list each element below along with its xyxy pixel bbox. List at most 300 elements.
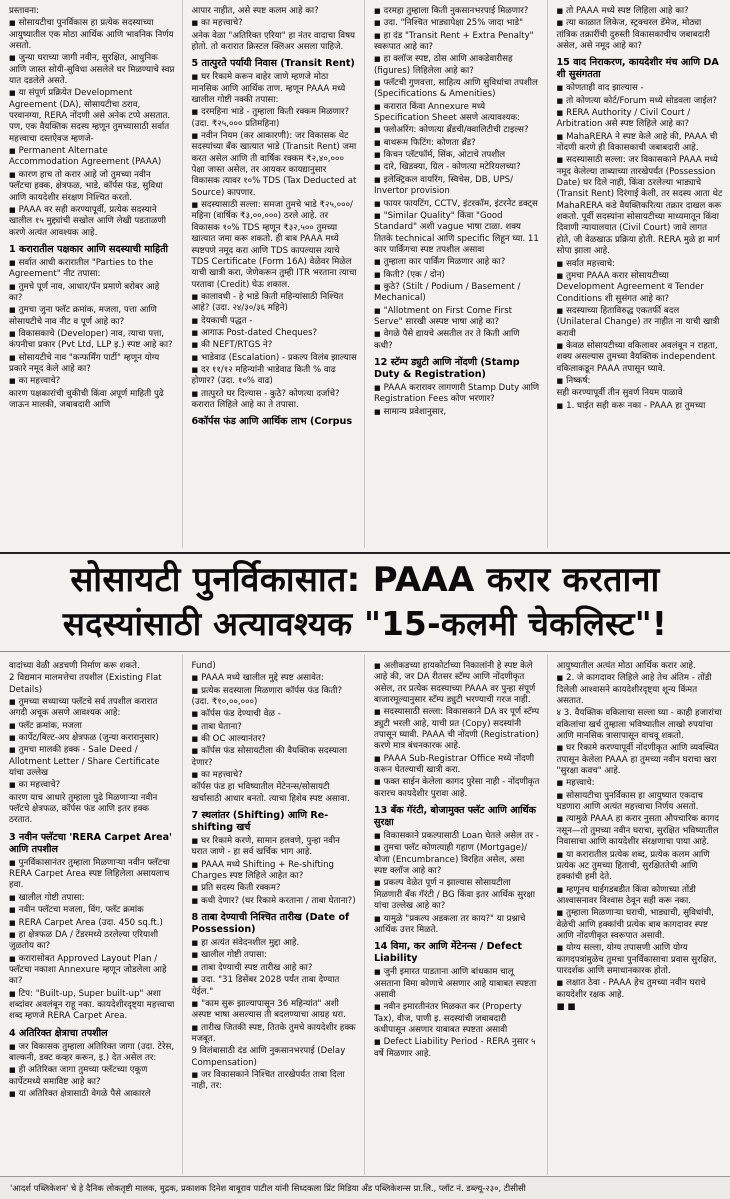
bullet-text: तुमचा फ्लॅट कोणत्याही गहाण (Mortgage)/बोजा (Encumbrance) विरहित असेल, असा स्पष्ट क्लॉज आहे का? — [374, 843, 528, 877]
bullet-square-icon: ■ — [191, 316, 199, 325]
bullet-paragraph — [9, 1089, 175, 1100]
bullet-square-icon: ■ — [9, 377, 16, 386]
paragraph: सही करण्यापूर्वी तीन सुवर्ण नियम पाळावे — [556, 388, 683, 399]
bullet-paragraph — [192, 883, 358, 894]
bullet-text: कार्पेट/बिल्ट-अप क्षेत्रफळ (जुन्या करारानुसार) — [18, 733, 159, 744]
bullet-paragraph — [557, 978, 724, 1001]
bullet-text: कारण हाच तो करार आहे जो तुमच्या नवीन फ्लॅटचा हक्क, क्षेत्रफळ, भाडे, कॉर्पस फंड, सुविधा आणि कायदेशीर संरक्षण निश्चित करतो. — [9, 169, 163, 203]
bullet-paragraph — [374, 707, 540, 752]
bullet-text: उदा. "31 डिसेंबर 2028 पर्यंत ताबा देण्यात येईल." — [191, 975, 340, 997]
bullet-text: टिप: "Built-up, Super built-up" अशा शब्दांवर अवलंबून राहू नका. कायदेशीरदृष्ट्या महत्त्वाचा शब्द म्हणजे RERA Carpet Area. — [9, 988, 175, 1022]
section-heading: 12 स्टॅम्प ड्युटी आणि नोंदणी (Stamp Duty & Registration) — [374, 356, 520, 380]
bullet-text: हा क्षेत्रफळ DA / टेंडरमध्ये ठरलेल्या एरियाशी जुळतोय का? — [9, 929, 159, 952]
bullet-paragraph — [374, 54, 540, 77]
bullet-square-icon: ■ — [374, 832, 381, 841]
bullet-text: अलीकडच्या हायकोर्टाच्या निकालांनी हे स्पष्ट केले आहे की, जर DA रीतसर स्टॅम्प आणि नोंदणीकृत असेल, तर प्रत्येक सदस्याच्या PAAA वर पुन्हा संपूर्ण बाजारमूल्यानुसार स्टॅम्प ड्युटी भरण्याची गरज नाही. — [374, 661, 536, 706]
bullet-paragraph — [192, 686, 358, 709]
bullet-square-icon: ■ — [556, 84, 564, 93]
bullet-paragraph — [192, 860, 358, 883]
bullet-paragraph — [557, 83, 724, 94]
bullet-square-icon: ■ — [191, 686, 199, 695]
bullet-text: जर विकासक तुम्हाला अतिरिक्त जागा (उदा. टेरेस, बाल्कनी, डक्ट कव्हर करून, इ.) देत असेल तर: — [9, 1041, 175, 1063]
bullet-text: म्हणूनच घाईगडबडीत किंवा कोणाच्या तोंडी आश्वासनावर विश्वास ठेवून सही करू नका. — [556, 884, 696, 906]
bullet-text: तुम्हाला मिळणाऱ्या घराची, भाड्याची, सुविधांची, वेळेची आणि हक्कांची प्रत्येक बाब कागदावर स्पष्ट आणि नोंदणीकृत स्वरूपात असावी. — [556, 908, 714, 941]
paragraph: आयुष्यातील अत्यंत मोठा आर्थिक करार आहे. — [556, 661, 696, 671]
bullet-text: तुमचा मालकी हक्क - Sale Deed / Allotment Letter / Share Certificate यांचा उल्लेख — [9, 745, 160, 779]
bullet-text: तुमचे पूर्ण नाव, आधार/पॅन प्रमाणे बरोबर आहे का? — [9, 281, 160, 303]
bullet-paragraph — [9, 733, 175, 744]
bullet-text: MahaRERA ने स्पष्ट केले आहे की, PAAA ची नोंदणी करणे ही विकासकाची जबाबदारी आहे. — [556, 131, 718, 154]
bullet-paragraph — [557, 132, 724, 155]
bullet-paragraph — [9, 780, 175, 791]
bullet-paragraph — [374, 914, 540, 937]
bullet-square-icon: ■ — [9, 781, 16, 790]
bullet-paragraph — [374, 102, 540, 125]
section-heading: 14 विमा, कर आणि मेंटेनन्स / Defect Liability — [374, 941, 522, 965]
bullet-paragraph — [374, 257, 540, 268]
bullet-square-icon: ■ — [191, 365, 199, 374]
bullet-text: करारासोबत Approved Layout Plan / फ्लॅटचा नकाशा Annexure म्हणून जोडलेला आहे का? — [9, 953, 167, 987]
bullet-paragraph — [192, 999, 358, 1022]
bullet-paragraph — [9, 697, 175, 720]
paragraph: कारण याच आधारे तुम्हाला पुढे मिळणाऱ्या नवीन फ्लॅटचे क्षेत्रफळ, कॉर्पस फंड आणि इतर हक्क ठरतात. — [9, 792, 158, 826]
bullet-square-icon: ■ — [374, 708, 381, 717]
bullet-square-icon: ■ — [9, 698, 16, 707]
bullet-square-icon: ■ — [374, 754, 381, 763]
bullet-text: प्रत्येक सदस्याला मिळणारा कॉर्पस फंड किती? (उदा. ₹१०,००,०००) — [191, 685, 343, 708]
bullet-square-icon: ■ — [9, 989, 16, 998]
bullet-paragraph — [374, 831, 540, 842]
bullet-paragraph — [192, 709, 358, 720]
bullet-text: फायर फायटिंग, CCTV, इंटरकॉम, इंटरनेट डक्ट्स — [383, 198, 538, 209]
paragraph: Fund) — [191, 661, 216, 671]
bullet-text: या संपूर्ण प्रक्रियेत Development Agreement (DA), सोसायटीचा ठराव, परवानग्या, RERA नोंदणी असे अनेक टप्पे असतात. पण, एक वैयक्तिक सदस्य म्हणून तुमच्यासाठी सर्वात महत्त्वाचा दस्तऐवज म्हणजे- — [9, 88, 171, 144]
bullet-paragraph — [557, 259, 724, 270]
bullet-paragraph — [9, 989, 175, 1023]
bullet-square-icon: ■ — [9, 1042, 16, 1051]
bullet-paragraph — [9, 858, 175, 892]
bullet-text: नवीन इमारतीनंतर मिळकत कर (Property Tax), वीज, पाणी इ. सदस्यांची जबाबदारी कधीपासून असणार याबाबत स्पष्टता असावी — [374, 1002, 522, 1035]
bullet-paragraph — [192, 734, 358, 745]
bullet-text: तात्पुरते घर दिल्यास - कुठे? कोणत्या दर्जाचे? करारात लिहिले आहे का ते तपासा. — [191, 388, 340, 410]
bullet-paragraph — [9, 258, 175, 281]
bullet-text: या करारातील प्रत्येक शब्द, प्रत्येक कलम आणि प्रत्येक अट तुमच्या हिताची, सुरक्षिततेची आणि हक्कांची हमी देते. — [556, 849, 710, 883]
bullet-paragraph — [374, 407, 540, 418]
bullet-square-icon: ■ — [374, 968, 381, 977]
article-column — [0, 0, 183, 548]
bullet-text: फक्त साईन केलेला कागद पुरेसा नाही - नोंदणीकृत करारच कायदेशीर पुरावा आहे. — [374, 777, 540, 799]
bullet-paragraph — [557, 743, 724, 777]
article-column — [365, 655, 548, 1175]
bullet-square-icon: ■ — [374, 383, 381, 392]
bullet-paragraph — [557, 908, 724, 942]
bullet-square-icon: ■ — [374, 879, 381, 888]
bullet-square-icon: ■ — [374, 662, 381, 670]
bullet-square-icon: ■ — [374, 1003, 381, 1012]
bullet-square-icon: ■ — [191, 1070, 199, 1079]
paragraph: कॉर्पस फंड हा भविष्यातील मेंटेनन्स/सोसायटी खर्चासाठी आधार बनतो. त्याचा हिशेब स्पष्ट असावा. — [191, 782, 350, 804]
bullet-text: PAAA वर सही करण्यापूर्वी, प्रत्येक सदस्याने खालील १५ मुद्द्यांची सखोल आणि लेखी पडताळणी करणे अत्यंत आवश्यक आहे. — [9, 204, 166, 238]
bullet-paragraph — [9, 745, 175, 779]
bullet-square-icon: ■ — [374, 138, 381, 147]
section-heading: 8 ताबा देण्याची निश्चित तारीख (Date of Possession) — [191, 912, 350, 936]
bullet-square-icon: ■ — [191, 292, 199, 301]
bullet-paragraph — [557, 6, 724, 17]
bullet-text: 2. जे कागदावर लिहिले आहे तेच अंतिम - तोंडी दिलेली आश्वासने कायदेशीरदृष्ट्या शून्य किंमत असतात. — [556, 673, 712, 707]
bullet-text: RERA Carpet Area (उदा. 450 sq.ft.) — [18, 917, 163, 928]
bullet-text: जुनी इमारत पाडताना आणि बांधकाम चालू असताना विमा कोणाचे असणार आहे याबाबत स्पष्टता असावी — [374, 967, 537, 1000]
bullet-text: का महत्त्वाचे? — [201, 770, 243, 781]
bullet-paragraph — [9, 88, 175, 145]
bullet-paragraph — [9, 205, 175, 239]
bullet-paragraph — [192, 746, 358, 769]
bullet-paragraph — [557, 108, 724, 131]
bullet-square-icon: ■ — [9, 918, 16, 927]
bullet-text: घर रिकामे करणे, सामान हलवणे, पुन्हा नवीन घरात जाणे - हा सर्व खर्चिक भाग आहे. — [191, 836, 340, 858]
bullet-paragraph — [9, 376, 175, 387]
bullet-text: इलेक्ट्रिकल वायरिंग, स्विचेस, DB, UPS/ Invertor provision — [374, 174, 513, 197]
bullet-text: का महत्त्वाचे? — [201, 18, 243, 29]
paragraph: 2 विद्यमान मालमत्तेचा तपशील (Existing Flat Details) — [9, 673, 162, 695]
bullet-text: सोसायटीचे नाव "कन्फर्मिंग पार्टी" म्हणून योग्य प्रकारे नमूद केले आहे का? — [9, 352, 160, 374]
bullet-paragraph — [374, 754, 540, 777]
bullet-paragraph — [557, 778, 724, 789]
bullet-text: नवीन नियम (कर आकारणी): जर विकासक थेट सदस्यांच्या बँक खात्यात भाडे (Transit Rent) जमा करत असेल आणि ती वार्षिक रक्कम ₹२,४०,००० पेक्षा जास्त असेल, तर आयकर कायद्यानुसार विकासक त्यावर १०% TDS (Tax Deducted at Source) कापणार. — [191, 131, 357, 198]
imprint-footer: 'आदर्श पब्लिकेशन' चे हे दैनिक लोकतृष्टी मालक, मुद्रक, प्रकाशक दिनेश बाबूराव पाटील यांनी सिध्दकला प्रिंट मिडिया अँड पब्लिकेशन्स प्रा.लि., प्लॉट नं. डब्ल्यू-२३०, टीसीसी — [0, 1176, 730, 1199]
bullet-paragraph — [192, 722, 358, 733]
bullet-text: सदस्यासाठी सल्ला: विकासकाने DA वर पूर्ण स्टॅम्प ड्युटी भरली आहे, याची प्रत (Copy) सदस्यांनी तपासून घ्यावी. PAAA ची नोंदणी (Registration) करणे मात्र बंधनकारक आहे. — [374, 707, 540, 752]
article-column — [365, 0, 548, 548]
bullet-square-icon: ■ — [556, 791, 564, 800]
bullet-square-icon: ■ — [9, 282, 16, 291]
bullet-square-icon: ■ — [9, 205, 16, 214]
bullet-square-icon: ■ — [374, 844, 381, 853]
bullet-square-icon: ■ — [374, 126, 381, 135]
bullet-text: "काम सुरू झाल्यापासून 36 महिन्यांत" अशी अस्पष्ट भाषा असल्यास ती बदलण्याचा आग्रह धरा. — [191, 998, 346, 1021]
bullet-square-icon: ■ — [374, 914, 381, 923]
bullet-square-icon: ■ — [9, 54, 16, 63]
bullet-square-icon: ■ — [374, 151, 381, 160]
section-heading: 7 स्थलांतर (Shifting) आणि Re-shifting खर्च — [191, 810, 329, 834]
bullet-square-icon: ■ — [374, 199, 381, 208]
paragraph: अनेक वेळा "अतिरिक्त एरिया" हा नंतर वादाचा विषय होतो. तो करारात क्रिस्टल क्लिअर असला पाहिजे. — [191, 30, 356, 53]
bullet-square-icon: ■ — [191, 999, 199, 1008]
bullet-text: PAAA मध्ये खालील मुद्दे स्पष्ट असावेत: — [201, 673, 324, 684]
bullet-paragraph — [557, 306, 724, 340]
bullet-text: कधी देणार? (घर रिकामे करताना / ताबा घेताना?) — [201, 895, 356, 906]
bullet-paragraph — [374, 211, 540, 256]
bullet-square-icon: ■ — [556, 979, 564, 988]
bullet-text: 1. घाईत सही करू नका - PAAA हा तुमच्या — [566, 400, 706, 411]
section-heading: 1 करारातील पक्षकार आणि सदस्याची माहिती — [9, 243, 169, 255]
bullet-text: त्या काळात लिकेज, स्ट्रक्चरल डॅमेज, मोठ्या तांत्रिक तक्रारींची दुरुस्ती विकासकाचीच जबाबदारी असेल, असे नमूद आहे का? — [556, 18, 710, 52]
bullet-paragraph — [557, 943, 724, 977]
bullet-paragraph — [374, 150, 540, 161]
paragraph: प्रस्तावना: — [9, 6, 40, 16]
bullet-square-icon: ■ — [9, 746, 16, 755]
bullet-paragraph — [557, 850, 724, 884]
bullet-paragraph — [557, 18, 724, 52]
bullet-paragraph — [557, 376, 724, 387]
bullet-text: दारे, खिडक्या, ग्रिल - कोणत्या मटेरियलच्या? — [383, 162, 521, 173]
bullet-text: खालील गोष्टी तपासा: — [18, 892, 85, 903]
bullet-square-icon: ■ — [374, 258, 381, 267]
bullet-square-icon: ■ — [191, 735, 199, 744]
bullet-square-icon: ■ — [9, 258, 16, 267]
bullet-text: फ्लॅटची गुणवत्ता, साहित्य आणि सुविधांचा तपशील (Specifications & Amenities) — [374, 78, 538, 100]
bullet-paragraph — [192, 673, 358, 684]
bullet-paragraph — [192, 963, 358, 974]
bullet-square-icon: ■ — [9, 1089, 16, 1098]
bullet-square-icon: ■ — [191, 860, 199, 869]
bullet-paragraph — [374, 967, 540, 1001]
bullet-square-icon: ■ — [191, 747, 199, 756]
bullet-text: का महत्त्वाचे? — [18, 376, 61, 387]
bullet-square-icon: ■ — [9, 329, 16, 338]
bullet-square-icon: ■ — [9, 170, 16, 179]
bullet-text: दर ११/१२ महिन्यांनी भाडेवाढ किती % वाढ होणार? (उदा. १०% वाढ) — [191, 364, 336, 387]
bullet-paragraph — [192, 316, 358, 327]
bullet-square-icon: ■ — [9, 147, 16, 156]
bullet-paragraph — [192, 72, 358, 106]
article-column — [183, 0, 366, 548]
bullet-text: जर विकासकाने निश्चित तारखेपर्यंत ताबा दिला नाही, तर: — [191, 1069, 345, 1092]
bullet-square-icon: ■ — [374, 330, 381, 339]
bullet-paragraph — [192, 200, 358, 291]
bullet-text: तुमचा PAAA करार सोसायटीच्या Development Agreement व Tender Conditions शी सुसंगत आहे का? — [556, 270, 704, 304]
bullet-paragraph — [374, 383, 540, 406]
bullet-paragraph — [374, 843, 540, 877]
bullet-square-icon: ■ — [556, 271, 564, 280]
bullet-square-icon: ■ — [9, 306, 16, 315]
bullet-paragraph — [557, 814, 724, 848]
bullet-paragraph — [557, 885, 724, 908]
bullet-text: बाथरूम फिटिंग: कोणता ब्रँड? — [383, 137, 476, 148]
section-heading: 3 नवीन फ्लॅटचा 'RERA Carpet Area' आणि तपशील — [9, 831, 172, 855]
bullet-text: Permanent Alternate Accommodation Agreement (PAAA) — [9, 146, 162, 168]
bullet-square-icon: ■ — [9, 89, 16, 98]
bullet-text: प्रति सदस्य किती रक्कम? — [201, 883, 281, 894]
bullet-square-icon: ■ — [191, 353, 199, 362]
bullet-paragraph — [374, 777, 540, 800]
bullet-text: Defect Liability Period - RERA नुसार ५ वर्षे मिळणार आहे. — [374, 1037, 536, 1059]
bullet-text: खालील गोष्टी तपासा: — [201, 950, 267, 961]
paragraph: आपार नाहीत, असे स्पष्ट कलम आहे का? — [191, 6, 319, 16]
bullet-square-icon: ■ — [9, 353, 16, 362]
paragraph: वादांच्या वेळी अडचणी निर्माण करू शकते. — [9, 661, 140, 671]
bullet-text: फ्लॅट क्रमांक, मजला — [18, 720, 82, 731]
bullet-text: प्रकल्प वेळेत पूर्ण न झाल्यास सोसायटीला मिळणारी बँक गॅरंटी / BG किंवा इतर आर्थिक सुरक्षा यांचा उल्लेख आहे का? — [374, 878, 535, 912]
bullet-square-icon: ■ — [556, 341, 564, 350]
bullet-paragraph — [9, 53, 175, 87]
bullet-paragraph — [192, 328, 358, 339]
bullet-paragraph — [192, 18, 358, 29]
bullet-text: कॉर्पस फंड सोसायटीला की वैयक्तिक सदस्याला देणार? — [191, 746, 348, 768]
bullet-text: तुमच्या सध्याच्या फ्लॅटचे सर्व तपशील करारात अगदी अचूक असणे आवश्यक आहे: — [9, 697, 158, 719]
bullet-square-icon: ■ — [9, 906, 16, 915]
bullet-paragraph — [9, 1065, 175, 1088]
bullet-paragraph — [9, 329, 175, 352]
bullet-paragraph — [192, 1070, 358, 1093]
bullet-paragraph — [374, 162, 540, 173]
section-heading: 4 अतिरिक्त क्षेत्राचा तपशील — [9, 1027, 108, 1039]
bullet-text: तुम्हाला कार पार्किंग मिळणार आहे का? — [383, 257, 506, 268]
headline-line-1: सोसायटी पुनर्विकासात: PAAA करार करताना — [70, 560, 660, 600]
bullet-text: तो कोणत्या कोर्ट/Forum मध्ये सोडवला जाईल? — [566, 95, 717, 106]
bullet-paragraph — [9, 1042, 175, 1065]
bullet-square-icon: ■ — [374, 163, 381, 172]
bullet-text: किचन प्लॅटफॉर्म, सिंक, ओटाचे तपशील — [383, 150, 506, 161]
bullet-text: ताबा देण्याची स्पष्ट तारीख आहे का? — [201, 962, 313, 973]
bullet-square-icon: ■ — [9, 1066, 16, 1075]
bullet-square-icon: ■ — [374, 778, 381, 787]
bullet-paragraph — [192, 131, 358, 199]
paragraph: ४ 3. वैयक्तिक वकिलाचा सल्ला घ्या - काही हजारांचा वकिलांचा खर्च तुम्हाला भविष्यातील लाखो रुपयांचा आणि मानसिक त्रासापासून वाचवू शकतो. — [556, 708, 722, 742]
bullet-text: कॉर्पस फंड देण्याची वेळ - — [201, 709, 281, 720]
bullet-paragraph — [557, 341, 724, 375]
bullet-text: PAAA Sub-Registrar Office मध्ये नोंदणी करून घेतल्याची खात्री करा. — [374, 753, 535, 776]
bullet-paragraph — [557, 155, 724, 257]
bullet-text: आगाऊ Post-dated Cheques? — [201, 327, 318, 338]
bullet-square-icon: ■ — [9, 721, 16, 730]
bullet-text: पुनर्विकासानंतर तुम्हाला मिळणाऱ्या नवीन फ्लॅटचा RERA Carpet Area स्पष्ट लिहिलेला असायलाच हवा. — [9, 857, 170, 891]
bullet-square-icon: ■ — [191, 963, 199, 972]
bullet-square-icon: ■ — [191, 976, 199, 985]
article-column — [548, 655, 730, 1175]
bullet-square-icon: ■ — [556, 376, 564, 385]
bullet-text: तुमचा जुना फ्लॅट क्रमांक, मजला, पत्ता आणि सोसायटीचे नाव नीट व पूर्ण आहे का? — [9, 305, 157, 327]
bullet-paragraph — [374, 1037, 540, 1060]
bullet-text: सर्वात आधी करारातील "Parties to the Agreement" नीट तपासा: — [9, 257, 154, 280]
bullet-square-icon: ■ — [191, 884, 199, 893]
bullet-text: सदस्यासाठी सल्ला: समजा तुमचे भाडे ₹२५,०००/महिना (वार्षिक ₹३,००,०००) ठरले आहे. तर विकासक १०% TDS म्हणून ₹३२,५०० तुमच्या खात्यात जमा करू शकतो. ही बाब PAAA मध्ये स्पष्टपणे नमूद करा आणि TDS कापल्यास त्याचे TDS Certificate (Form 16A) वेळेवर मिळेल याची खात्री करा, जेणेकरून तुम्ही ITR भरताना त्याचा परतावा (Credit) घेऊ शकाल. — [191, 200, 357, 290]
bullet-square-icon: ■ — [374, 102, 381, 111]
bullet-square-icon: ■ — [191, 389, 199, 398]
bullet-square-icon: ■ — [9, 893, 16, 902]
bullet-text: योग्य सल्ला, योग्य तपासणी आणि योग्य कागदपत्रांमुळेच तुमचा पुनर्विकासाचा प्रवास सुरक्षित, पारदर्शक आणि समाधानकारक होतो. — [556, 943, 717, 976]
bullet-paragraph — [374, 270, 540, 281]
bullet-text: की OC आल्यानंतर? — [201, 734, 266, 745]
bullet-square-icon: ■ — [556, 815, 564, 824]
bullet-paragraph — [374, 175, 540, 198]
bullet-square-icon: ■ — [556, 779, 564, 788]
bullet-paragraph — [557, 96, 724, 107]
bullet-text: केवळ सोसायटीच्या वकिलावर अवलंबून न राहता, शक्य असल्यास तुमच्या वैयक्तिक independent वकिलाकडून PAAA तपासून घ्यावे. — [556, 340, 718, 374]
bullet-paragraph — [557, 673, 724, 707]
bullet-text: दरमहा तुम्हाला किती नुकसानभरपाई मिळणार? — [383, 6, 529, 16]
bullet-paragraph — [374, 78, 540, 101]
bullet-paragraph — [557, 401, 724, 412]
bullet-text: घर रिकामे करून बाहेर जाणे म्हणजे मोठा मानसिक आणि आर्थिक ताण. म्हणून PAAA मध्ये खालील गोष्टी नक्की तपासा: — [191, 72, 346, 106]
bullet-paragraph — [192, 896, 358, 907]
bullet-square-icon: ■ — [374, 282, 381, 291]
headline-line-2: सदस्यांसाठी अत्यावश्यक "15-कलमी चेकलिस्ट"! — [62, 605, 668, 643]
bullet-paragraph — [374, 199, 540, 210]
bullet-square-icon: ■ — [374, 19, 381, 28]
bullet-square-icon: ■ — [556, 259, 564, 268]
bullet-text: हा अत्यंत संवेदनशील मुद्दा आहे. — [201, 938, 300, 949]
section-heading: 13 बँक गॅरंटी, बोजामुक्त फ्लॅट आणि आर्थिक सुरक्षा — [374, 805, 537, 829]
bullet-text: देयकाची पद्धत - — [201, 315, 253, 326]
bullet-square-icon: ■ — [374, 7, 381, 15]
bullet-paragraph — [9, 893, 175, 904]
bullet-text: जुन्या घराच्या जागी नवीन, सुरक्षित, आधुनिक आणि जास्त सोयी-सुविधा असलेले घर मिळण्याचे स्वप्न यात दडलेले असते. — [9, 53, 175, 87]
bullet-text: ताबा घेताना? — [201, 721, 242, 732]
bullet-text: सोसायटीचा पुनर्विकास हा प्रत्येक सदस्याच्या आयुष्यातील एक मोठा आर्थिक आणि भावनिक निर्णय असतो. — [9, 18, 174, 52]
bullet-text: विकासकाचे (Developer) नाव, त्याचा पत्ता, कंपनीचा प्रकार (Pvt Ltd, LLP इ.) स्पष्ट आहे का? — [9, 328, 173, 351]
bullet-square-icon: ■ — [374, 211, 381, 220]
bullet-square-icon: ■ — [191, 896, 199, 905]
bullet-paragraph — [192, 975, 358, 998]
paragraph: कारण पक्षकारांची चुकीची किंवा अपूर्ण माहिती पुढे जाऊन मालकी, जबाबदारी आणि — [9, 388, 164, 410]
bullet-paragraph — [374, 306, 540, 329]
bullet-square-icon: ■ — [556, 944, 564, 953]
bullet-square-icon: ■ — [191, 108, 199, 117]
bullet-text: कोणताही वाद झाल्यास - — [566, 83, 644, 94]
bullet-paragraph — [557, 791, 724, 814]
bullet-square-icon: ■ — [556, 156, 564, 165]
bullet-text: यामुळे "प्रकल्प अडकला तर काय?" या प्रश्नाचे आर्थिक उत्तर मिळते. — [374, 913, 526, 935]
article-column — [183, 655, 366, 1175]
bullet-text: कुठे? (Stilt / Podium / Basement / Mechanical) — [374, 281, 521, 304]
bullet-square-icon: ■ — [9, 858, 16, 867]
bullet-paragraph — [9, 353, 175, 376]
bullet-paragraph — [9, 905, 175, 916]
bullet-paragraph — [374, 661, 540, 706]
bullet-paragraph — [9, 930, 175, 953]
bullet-text: निष्कर्ष: — [566, 375, 591, 386]
bullet-square-icon: ■ — [556, 744, 564, 753]
bullet-square-icon: ■ — [9, 930, 16, 939]
bullet-square-icon: ■ — [191, 710, 199, 719]
bullet-paragraph — [192, 365, 358, 388]
bullet-text: विकासकाने प्रकल्पासाठी Loan घेतले असेल तर - — [383, 831, 539, 842]
bullet-square-icon: ■ — [374, 407, 381, 416]
bullet-square-icon: ■ — [9, 734, 16, 743]
bullet-text: हा दंड "Transit Rent + Extra Penalty" स्वरूपात आहे का? — [374, 30, 534, 53]
bullet-square-icon: ■ — [556, 885, 564, 894]
bullet-paragraph — [374, 1002, 540, 1036]
bullet-square-icon: ■ — [9, 19, 16, 28]
bullet-paragraph — [374, 18, 540, 29]
bullet-paragraph — [192, 107, 358, 130]
bullet-paragraph — [9, 18, 175, 52]
bullet-paragraph — [192, 389, 358, 412]
bullet-square-icon: ■ — [556, 909, 564, 918]
bullet-square-icon: ■ — [374, 175, 381, 184]
bullet-text: उदा. "निश्चित भाड्यापेक्षा 25% जादा भाडे" — [383, 18, 524, 29]
bullet-text: PAAA करारावर लागणारी Stamp Duty आणि Registration Fees कोण भरणार? — [374, 382, 540, 405]
bottom-columns — [0, 655, 730, 1175]
bullet-square-icon: ■ — [191, 674, 199, 683]
bullet-paragraph — [374, 138, 540, 149]
bullet-square-icon: ■ — [556, 306, 564, 315]
section-heading: 6कॉर्पस फंड आणि आर्थिक लाभ (Corpus — [191, 416, 353, 428]
bullet-square-icon: ■ — [556, 96, 564, 105]
bullet-square-icon: ■ — [374, 1038, 381, 1047]
bullet-square-icon: ■ — [556, 19, 564, 28]
bullet-paragraph — [192, 938, 358, 949]
bullet-paragraph — [374, 31, 540, 54]
bullet-square-icon: ■ — [556, 401, 564, 410]
bullet-square-icon: ■ — [191, 771, 199, 780]
bullet-paragraph — [192, 950, 358, 961]
bullet-text: या अतिरिक्त क्षेत्रासाठी वेगळे पैसे आकारले — [18, 1088, 151, 1099]
bullet-square-icon: ■ — [191, 951, 199, 960]
bullet-paragraph — [374, 6, 540, 17]
bullet-paragraph — [9, 918, 175, 929]
bullet-text: त्यामुळे PAAA हा करार नुसता औपचारिक कागद नसून—तो तुमच्या नवीन घराचा, सुरक्षित भविष्यातील निवासाचा आणि कायदेशीर संरक्षणाचा पाया आहे. — [556, 814, 719, 848]
